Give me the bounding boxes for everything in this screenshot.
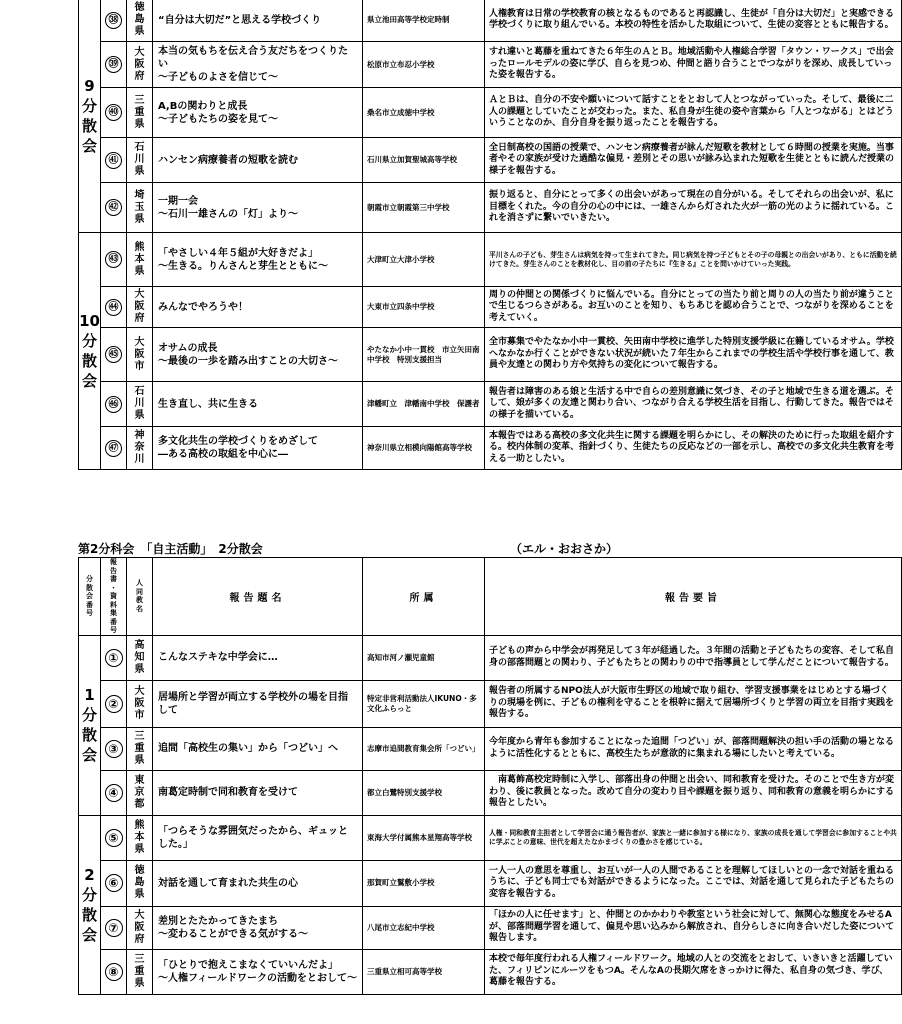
- report-summary: 周りの仲間との関係づくりに悩んでいる。自分にとっての当たり前と周りの人の当たり前が違うことで生じるつらさがある。お互いのことを知り、もちあじを認め合うことで、つながりを深めることを考えていく。: [485, 287, 902, 328]
- report-summary: 報告者の所属するNPO法人が大阪市生野区の地域で取り組む、学習支援事業をはじめとする場づくりの現場を例に、子どもの権利を守ることを根幹に据えて居場所づくりと学習の両立を目指す実践を報告する。: [485, 680, 902, 727]
- table-row: [79, 287, 902, 328]
- table-row: [79, 635, 902, 680]
- prefecture: 石 川 県: [127, 382, 153, 427]
- table-row: [79, 0, 902, 42]
- report-title: ハンセン病療養者の短歌を読む: [153, 138, 363, 183]
- affiliation: 高知市河ノ瀬児童館: [363, 635, 485, 680]
- report-number: [101, 42, 127, 88]
- report-summary: 人権教育は日常の学校教育の核となるものであると再認識し、生徒が「自分は大切だ」と実感できる学校づくりに取り組んでいる。本校の特性を活かした取組について、生徒の変容とともに報告する。: [485, 0, 902, 42]
- report-number-badge: ⑥: [105, 874, 123, 892]
- report-summary: 平川さんの子ども、芽生さんは病気を持って生まれてきた。同じ病気を持つ子どもとその子の母親との出会いがあり、ともに活動を続けてきた。芽生さんのことを教材化し、目の前の子たちに『生きる』ことを問いかけていった実践。: [485, 233, 902, 287]
- affiliation: 神奈川県立相模向陽館高等学校: [363, 427, 485, 470]
- table-row: [79, 183, 902, 233]
- report-title: “自分は大切だ”と思える学校づくり: [153, 0, 363, 42]
- report-number: [101, 328, 127, 382]
- report-number: [101, 860, 127, 906]
- header-affiliation: 所属: [363, 558, 485, 636]
- session-table-9-10: [78, 0, 902, 470]
- report-summary: 「ほかの人に任せます」と、仲間とのかかわりや教室という社会に対して、無関心な態度をみせるAが、部落問題学習を通して、偏見や思い込みから解放され、自分らしさに向き合いだした姿について報告します。: [485, 906, 902, 949]
- heading-text: 第2分科会 「自主活動」 2分散会: [78, 542, 263, 556]
- table-row: [79, 138, 902, 183]
- report-title: 居場所と学習が両立する学校外の場を目指して: [153, 680, 363, 727]
- report-title: 「つらそうな雰囲気だったから、ギュッとした。」: [153, 815, 363, 860]
- report-title: 差別とたたかってきたまち ～変わることができる気がする～: [153, 906, 363, 949]
- report-number: [101, 635, 127, 680]
- table-row: [79, 949, 902, 994]
- report-title: 「ひとりで抱えこまなくていいんだよ」 ～人権フィールドワークの活動をとおして～: [153, 949, 363, 994]
- report-title: 「やさしい４年５組が大好きだよ」 ～生きる。りんさんと芽生とともに～: [153, 233, 363, 287]
- report-summary: すれ違いと葛藤を重ねてきた６年生のＡとＢ。地域活動や人権総合学習「タウン・ワークス」で出会ったロールモデルの姿に学び、自らを見つめ、仲間と語り合うことでつながりを深め、成長していった姿を報告する。: [485, 42, 902, 88]
- table-row: [79, 233, 902, 287]
- prefecture: 三 重 県: [127, 727, 153, 770]
- report-number: [101, 680, 127, 727]
- table-row: [79, 680, 902, 727]
- report-summary: 今年度から青年も参加することになった追間「つどい」が、部落問題解決の担い手の活動の場となるように活性化するとともに、高校生たちが意欲的に集まれる場にしたいと考えている。: [485, 727, 902, 770]
- affiliation: 特定非営利活動法人IKUNO・多文化ふらっと: [363, 680, 485, 727]
- report-number-badge: ⑧: [105, 963, 123, 981]
- affiliation: 志摩市追間教育集会所「つどい」: [363, 727, 485, 770]
- report-summary: 振り返ると、自分にとって多くの出会いがあって現在の自分がいる。そしてそれらの出会いが、私に目標をくれた。今の自分の心の中には、一雄さんから灯された火が一筋の光のように揺れている。これを消さずに繋いでいきたい。: [485, 183, 902, 233]
- affiliation: 桑名市立成徳中学校: [363, 88, 485, 138]
- table-row: [79, 88, 902, 138]
- affiliation: 三重県立相可高等学校: [363, 949, 485, 994]
- header-summary: 報告要旨: [485, 558, 902, 636]
- table-row: [79, 770, 902, 815]
- report-number-badge: ①: [105, 649, 123, 667]
- prefecture: 東 京 都: [127, 770, 153, 815]
- report-number: [101, 88, 127, 138]
- affiliation: 大津町立大津小学校: [363, 233, 485, 287]
- header-session-number: 分 散 会 番 号: [79, 558, 101, 636]
- report-title: 追間「高校生の集い」から「つどい」へ: [153, 727, 363, 770]
- report-number-badge: ㊻: [105, 396, 122, 413]
- table-header-row: [79, 558, 902, 636]
- prefecture: 徳 島 県: [127, 860, 153, 906]
- table-row: [79, 906, 902, 949]
- prefecture: 熊 本 県: [127, 233, 153, 287]
- prefecture: 高 知 県: [127, 635, 153, 680]
- subcommittee-heading: [78, 540, 898, 557]
- report-number-badge: ⑤: [105, 829, 123, 847]
- session-group-label: 1 分 散 会: [79, 635, 101, 815]
- report-number: [101, 727, 127, 770]
- table-row: [79, 382, 902, 427]
- prefecture: 大 阪 市: [127, 680, 153, 727]
- report-number: [101, 138, 127, 183]
- report-summary: 一人一人の意思を尊重し、お互いが一人の人間であることを理解してほしいとの一念で対話を重ねるうちに、子ども同士でも対話ができるようになった。ここでは、対話を通して見られた子どもたちの変容を報告する。: [485, 860, 902, 906]
- report-number-badge: ㊹: [105, 299, 122, 316]
- prefecture: 大 阪 府: [127, 906, 153, 949]
- table-row: [79, 860, 902, 906]
- report-number: [101, 770, 127, 815]
- prefecture: 埼 玉 県: [127, 183, 153, 233]
- report-number-badge: ④: [105, 784, 123, 802]
- affiliation: やたなか小中一貫校 市立矢田南中学校 特別支援担当: [363, 328, 485, 382]
- session-group-label: 9 分 散 会: [79, 0, 101, 233]
- report-number: [101, 287, 127, 328]
- report-summary: ＡとＢは、自分の不安や願いについて話すことをとおして人とつながっていった。そして、最後に二人の課題としていたことが交わった。また、私自身が生徒の姿や言葉から「人とつながる」とはどういうことなのか、自分自身を振り返ったことを報告する。: [485, 88, 902, 138]
- report-summary: 子どもの声から中学会が再発足して３年が経過した。３年間の活動と子どもたちの変容、そして私自身の部落問題との関わり、子どもたちとの関わりの中で指導員として学んだことについて報告する。: [485, 635, 902, 680]
- affiliation: 石川県立加賀聖城高等学校: [363, 138, 485, 183]
- report-summary: 全日制高校の国語の授業で、ハンセン病療養者が詠んだ短歌を教材として６時間の授業を実施。当事者やその家族が受けた過酷な偏見・差別とその思いが詠み込まれた短歌を生徒とともに読んだ授業の様子を報告する。: [485, 138, 902, 183]
- report-number-badge: ㊷: [105, 199, 122, 216]
- report-summary: 報告者は障害のある娘と生活する中で自らの差別意識に気づき、その子と地域で生きる道を選ぶ。そして、娘が多くの友達と関わり合い、つながり合える学校生活を目指し、行動してきた。報告ではその様子を描いている。: [485, 382, 902, 427]
- report-summary: 南葛飾高校定時制に入学し、部落出身の仲間と出会い、同和教育を受けた。そのことで生き方が変わり、後に教員となった。改めて自分の変わり目や課題を振り返り、同和教育の意義を明らかにする報告としたい。: [485, 770, 902, 815]
- report-number: [101, 0, 127, 42]
- header-report-number: 報 告 書 ・ 資 料 集 番 号: [101, 558, 127, 636]
- affiliation: 都立白鷺特別支援学校: [363, 770, 485, 815]
- affiliation: 松原市立布忍小学校: [363, 42, 485, 88]
- report-title: 南葛定時制で同和教育を受けて: [153, 770, 363, 815]
- report-number-badge: ②: [105, 695, 123, 713]
- report-title: こんなステキな中学会に…: [153, 635, 363, 680]
- report-title: 一期一会 ～石川一雄さんの「灯」より～: [153, 183, 363, 233]
- affiliation: 東海大学付属熊本星翔高等学校: [363, 815, 485, 860]
- prefecture: 大 阪 市: [127, 328, 153, 382]
- prefecture: 徳 島 県: [127, 0, 153, 42]
- report-number-badge: ㊺: [105, 346, 122, 363]
- affiliation: 県立池田高等学校定時制: [363, 0, 485, 42]
- report-title: 生き直し、共に生きる: [153, 382, 363, 427]
- report-number: [101, 183, 127, 233]
- report-title: みんなでやろうや！: [153, 287, 363, 328]
- report-title: 多文化共生の学校づくりをめざして ―ある高校の取組を中心に―: [153, 427, 363, 470]
- venue-text: （エル・おおさか）: [510, 542, 619, 556]
- prefecture: 熊 本 県: [127, 815, 153, 860]
- affiliation: 大東市立四条中学校: [363, 287, 485, 328]
- table-row: [79, 427, 902, 470]
- report-summary: 人権・同和教育主担者として学習会に通う報告者が、家族と一緒に参加する様になり、家族の成長を通して学習会に参加することや共に学ぶことの意味、世代を超えたなかまづくりの豊かさを感じている。: [485, 815, 902, 860]
- report-number-badge: ㊳: [105, 12, 122, 29]
- affiliation: 朝霞市立朝霞第三中学校: [363, 183, 485, 233]
- report-number-badge: ㊶: [105, 152, 122, 169]
- session-group-label: 2 分 散 会: [79, 815, 101, 994]
- report-number-badge: ㊴: [105, 56, 122, 73]
- affiliation: 津幡町立 津幡南中学校 保護者: [363, 382, 485, 427]
- report-number-badge: ㊼: [105, 440, 122, 457]
- report-title: 本当の気もちを伝え合う友だちをつくりたい ～子どものよさを信じて～: [153, 42, 363, 88]
- report-title: A,Bの関わりと成長 ～子どもたちの姿を見て～: [153, 88, 363, 138]
- affiliation: 八尾市立志紀中学校: [363, 906, 485, 949]
- header-association: 人 同 教 名: [127, 558, 153, 636]
- report-title: オサムの成長 ～最後の一歩を踏み出すことの大切さ～: [153, 328, 363, 382]
- prefecture: 石 川 県: [127, 138, 153, 183]
- report-number: [101, 382, 127, 427]
- table-row: [79, 815, 902, 860]
- prefecture: 大 阪 府: [127, 287, 153, 328]
- report-number: [101, 427, 127, 470]
- table-row: [79, 727, 902, 770]
- report-number-badge: ㊵: [105, 104, 122, 121]
- report-number: [101, 233, 127, 287]
- report-number-badge: ⑦: [105, 919, 123, 937]
- table-row: [79, 328, 902, 382]
- report-number: [101, 815, 127, 860]
- report-number: [101, 906, 127, 949]
- report-number-badge: ③: [105, 740, 123, 758]
- report-number: [101, 949, 127, 994]
- report-number-badge: ㊸: [105, 251, 122, 268]
- session-table-1-2: [78, 557, 902, 995]
- header-report-title: 報告題名: [153, 558, 363, 636]
- report-summary: 全市募集でやたなか小中一貫校、矢田南中学校に進学した特別支援学級に在籍しているオサム。学校へなかなか行くことができない状況が続いた７年生からこれまでの学校生活や学校行事を通して、教員や友達との関わり方や気持ちの変化について報告する。: [485, 328, 902, 382]
- prefecture: 神 奈 川: [127, 427, 153, 470]
- prefecture: 三 重 県: [127, 88, 153, 138]
- report-summary: 本報告ではある高校の多文化共生に関する課題を明らかにし、その解決のために行った取組を紹介する。校内体制の変革、指針づくり、生徒たちの反応などの一部を示し、高校での多文化共生教育を考える一助としたい。: [485, 427, 902, 470]
- report-summary: 本校で毎年度行われる人権フィールドワーク。地域の人との交流をとおして、いきいきと活躍していた、フィリピンにルーツをもつA。そんなAの長期欠席をきっかけに得た、私自身の気づき、学び、葛藤を報告する。: [485, 949, 902, 994]
- prefecture: 三 重 県: [127, 949, 153, 994]
- prefecture: 大 阪 府: [127, 42, 153, 88]
- affiliation: 那賀町立鷲敷小学校: [363, 860, 485, 906]
- report-title: 対話を通して育まれた共生の心: [153, 860, 363, 906]
- table-row: [79, 42, 902, 88]
- session-group-label: 10 分 散 会: [79, 233, 101, 470]
